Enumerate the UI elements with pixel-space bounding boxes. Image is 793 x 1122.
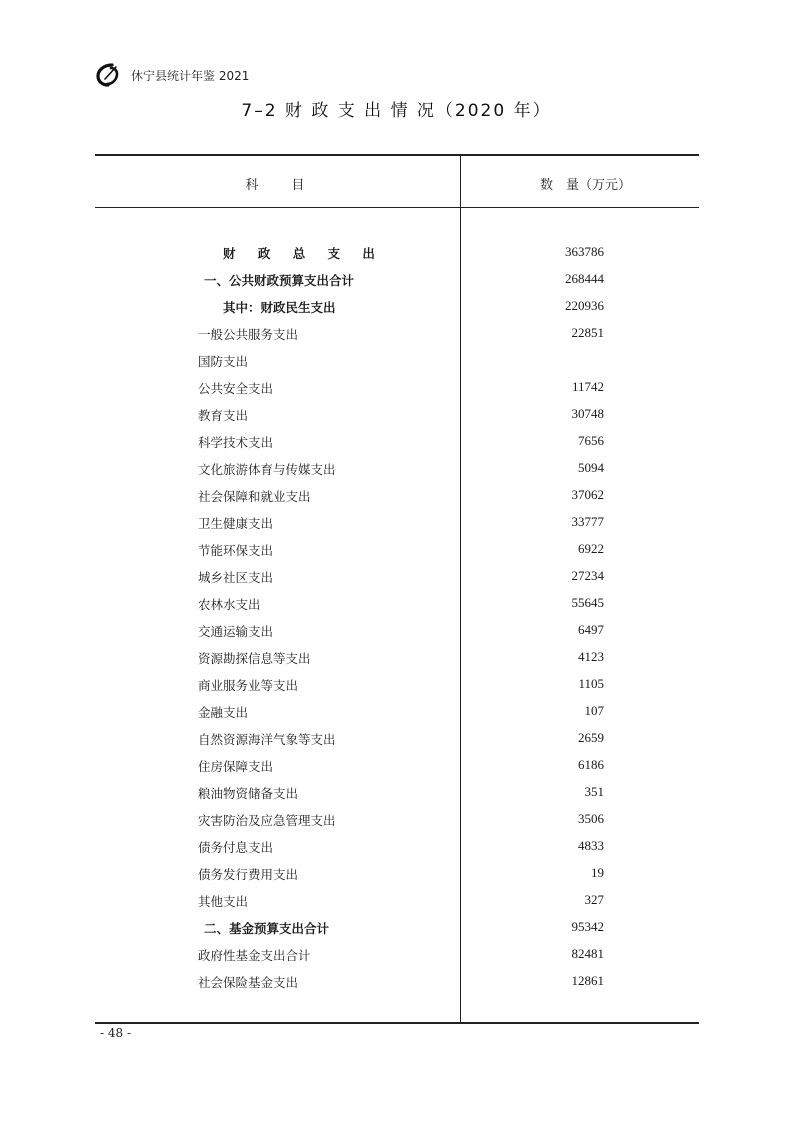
table-top-rule: [95, 154, 699, 156]
row-label: 粮油物资储备支出: [198, 786, 299, 801]
row-value: 363786: [565, 244, 604, 259]
row-label: 交通运输支出: [198, 624, 274, 639]
table-row: [95, 563, 699, 590]
page-header: [95, 62, 249, 88]
table-row: [95, 293, 699, 320]
row-value: 12861: [571, 973, 604, 988]
column-header-subject: 科 目: [245, 178, 315, 193]
row-label: 债务付息支出: [198, 840, 274, 855]
row-label: 农林水支出: [198, 597, 261, 612]
table-row: [95, 455, 699, 482]
row-value: 11742: [571, 379, 604, 394]
table-row: [95, 266, 699, 293]
table-row: [95, 779, 699, 806]
table-row: [95, 833, 699, 860]
row-label: 政府性基金支出合计: [198, 948, 311, 963]
table-header-rule: [95, 207, 699, 208]
row-value: 19: [591, 865, 604, 880]
row-value: 268444: [565, 271, 604, 286]
table-row: [95, 509, 699, 536]
table-row: [95, 941, 699, 968]
row-value: 33777: [571, 514, 604, 529]
table-row: [95, 887, 699, 914]
row-label: 其他支出: [198, 894, 249, 909]
table-row: [95, 320, 699, 347]
row-label: 社会保险基金支出: [198, 975, 299, 990]
table-body: [95, 239, 699, 995]
row-label: 一、公共财政预算支出合计: [204, 273, 355, 288]
table-row: [95, 428, 699, 455]
row-label: 金融支出: [198, 705, 249, 720]
table-row: [95, 536, 699, 563]
table-row: [95, 725, 699, 752]
row-value: 327: [584, 892, 604, 907]
table-row: [95, 671, 699, 698]
row-value: 6497: [578, 622, 604, 637]
row-value: 4833: [578, 838, 604, 853]
row-label: 财 政 总 支 出: [223, 246, 384, 261]
page-title: 7–2 财 政 支 出 情 况（2020 年）: [241, 101, 552, 121]
row-value: 6186: [578, 757, 604, 772]
row-label: 科学技术支出: [198, 435, 274, 450]
page-number: - 48 -: [100, 1026, 132, 1040]
row-label: 教育支出: [198, 408, 249, 423]
row-label: 卫生健康支出: [198, 516, 274, 531]
row-label: 一般公共服务支出: [198, 327, 299, 342]
row-value: 7656: [578, 433, 604, 448]
row-value: 220936: [565, 298, 604, 313]
table-row: [95, 347, 699, 374]
table-row: [95, 806, 699, 833]
row-label: 债务发行费用支出: [198, 867, 299, 882]
table-row: [95, 644, 699, 671]
row-value: 3506: [578, 811, 604, 826]
row-label: 国防支出: [198, 354, 249, 369]
row-label: 节能环保支出: [198, 543, 274, 558]
row-value: 37062: [571, 487, 604, 502]
row-label: 城乡社区支出: [198, 570, 274, 585]
table-row: [95, 590, 699, 617]
row-label: 其中：财政民生支出: [223, 300, 336, 315]
yearbook-logo-icon: [95, 62, 125, 88]
table-row: [95, 752, 699, 779]
row-value: 5094: [578, 460, 604, 475]
yearbook-title: 休宁县统计年鉴 2021: [131, 68, 250, 83]
row-label: 社会保障和就业支出: [198, 489, 311, 504]
row-label: 公共安全支出: [198, 381, 274, 396]
row-value: 6922: [578, 541, 604, 556]
row-label: 资源勘探信息等支出: [198, 651, 311, 666]
row-label: 灾害防治及应急管理支出: [198, 813, 336, 828]
row-value: 22851: [571, 325, 604, 340]
table-row: [95, 968, 699, 995]
row-value: 107: [584, 703, 604, 718]
table-row: [95, 914, 699, 941]
column-header-amount: 数 量（万元）: [540, 178, 632, 193]
row-value: 1105: [578, 676, 604, 691]
row-label: 自然资源海洋气象等支出: [198, 732, 336, 747]
table-row: [95, 698, 699, 725]
row-value: 27234: [571, 568, 604, 583]
row-label: 二、基金预算支出合计: [204, 921, 330, 936]
row-value: 2659: [578, 730, 604, 745]
table-row: [95, 401, 699, 428]
table-row: [95, 239, 699, 266]
row-value: 95342: [571, 919, 604, 934]
row-value: 30748: [571, 406, 604, 421]
table-row: [95, 860, 699, 887]
row-label: 文化旅游体育与传媒支出: [198, 462, 336, 477]
table-row: [95, 482, 699, 509]
table-row: [95, 374, 699, 401]
row-value: 351: [584, 784, 604, 799]
table-row: [95, 617, 699, 644]
row-label: 住房保障支出: [198, 759, 274, 774]
row-value: 55645: [571, 595, 604, 610]
row-value: 4123: [578, 649, 604, 664]
row-value: 82481: [571, 946, 604, 961]
row-label: 商业服务业等支出: [198, 678, 299, 693]
table-bottom-rule: [95, 1022, 699, 1024]
